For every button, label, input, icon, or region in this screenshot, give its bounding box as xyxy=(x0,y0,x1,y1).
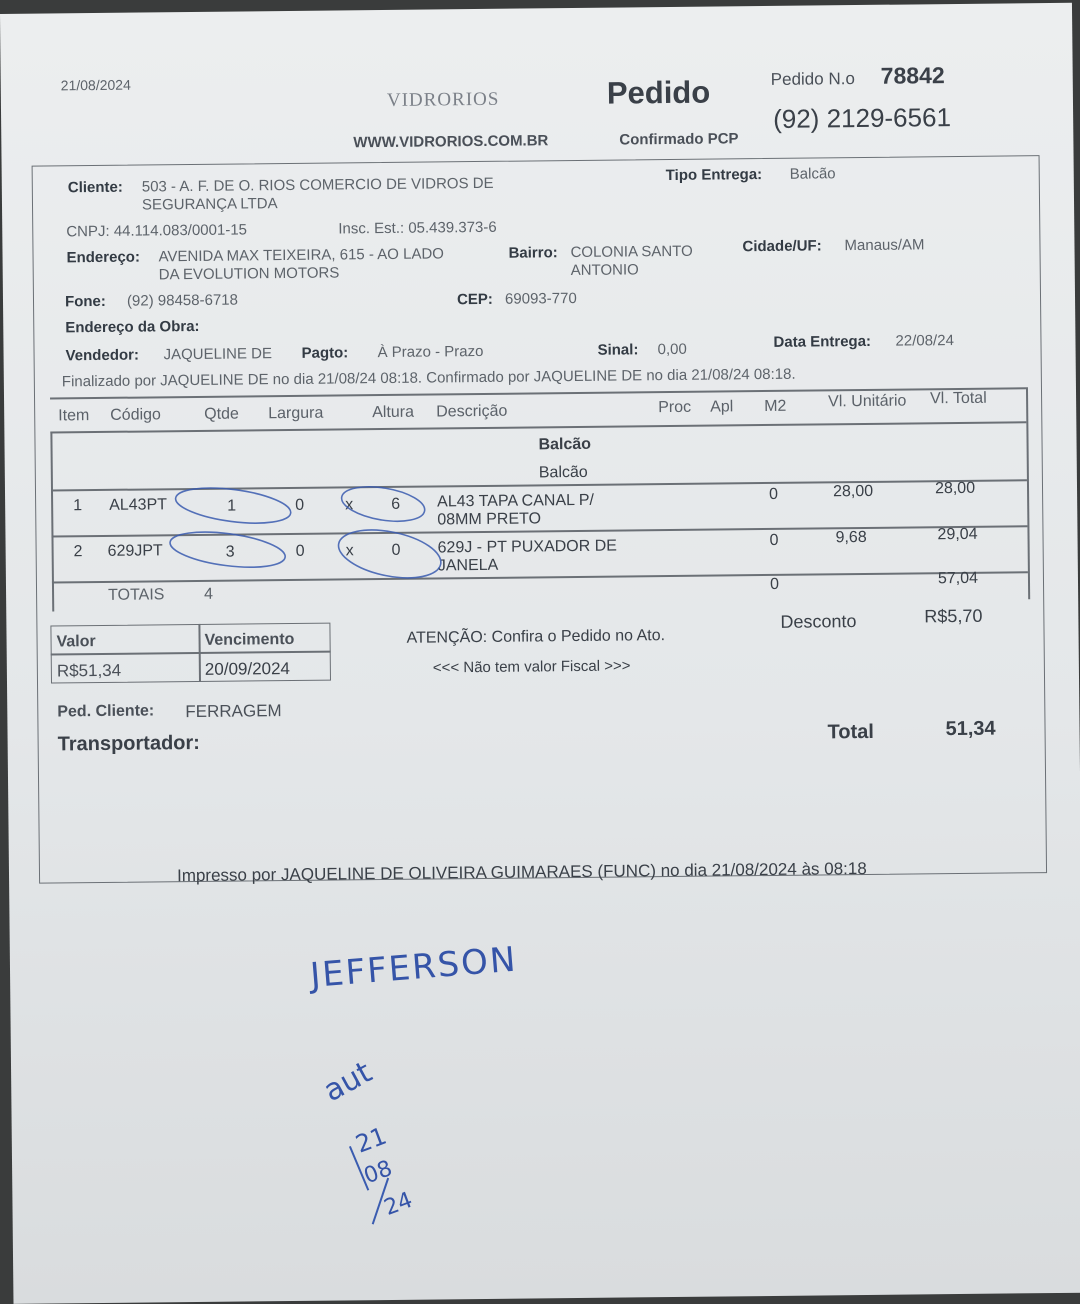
print-date: 21/08/2024 xyxy=(60,76,131,94)
col-altura: Altura xyxy=(372,403,415,422)
handwritten-year: 24 xyxy=(380,1187,416,1222)
data-entrega: 22/08/24 xyxy=(895,332,954,350)
fone-label: Fone: xyxy=(64,292,106,311)
totals-qtde: 4 xyxy=(203,585,214,603)
transportador-label: Transportador: xyxy=(57,731,201,756)
ped-cliente: FERRAGEM xyxy=(185,701,282,722)
vencimento-label: Vencimento xyxy=(204,630,295,649)
row1-altura: 6 xyxy=(391,495,401,513)
vencimento: 20/09/2024 xyxy=(204,659,291,679)
group-heading: Balcão xyxy=(538,435,592,454)
row1-qtde: 1 xyxy=(227,497,237,515)
col-codigo: Código xyxy=(110,406,161,424)
order-document xyxy=(0,3,1080,1304)
totals-label: TOTAIS xyxy=(108,586,165,604)
pagto-label: Pagto: xyxy=(301,344,349,362)
col-largura: Largura xyxy=(268,404,324,423)
tipo-entrega-label: Tipo Entrega: xyxy=(665,166,763,185)
col-descricao: Descrição xyxy=(436,402,508,421)
handwritten-name: JEFFERSON xyxy=(308,939,519,996)
handwritten-month: 08 xyxy=(360,1155,396,1190)
cep-label: CEP: xyxy=(456,290,493,309)
sinal-label: Sinal: xyxy=(597,341,639,359)
ped-cliente-label: Ped. Cliente: xyxy=(57,702,155,721)
bairro-label: Bairro: xyxy=(508,244,558,262)
vendedor-label: Vendedor: xyxy=(65,346,140,365)
cnpj: CNPJ: 44.114.083/0001-15 xyxy=(66,221,248,241)
row1-codigo: AL43PT xyxy=(109,496,168,514)
desconto-label: Desconto xyxy=(780,611,857,632)
row2-desc2: JANELA xyxy=(437,556,499,575)
tipo-entrega: Balcão xyxy=(789,165,836,183)
row1-x: x xyxy=(345,496,354,514)
total-value: 51,34 xyxy=(945,717,996,741)
row1-largura: 0 xyxy=(295,496,305,514)
row2-largura: 0 xyxy=(295,542,305,560)
order-number: 78842 xyxy=(880,62,945,89)
order-number-label: Pedido N.o xyxy=(770,69,855,89)
sinal: 0,00 xyxy=(657,340,687,359)
atencao-note: ATENÇÃO: Confira o Pedido no Ato. xyxy=(406,627,666,647)
row1-m2: 0 xyxy=(768,485,779,503)
row1-total: 28,00 xyxy=(934,479,976,498)
desconto: R$5,70 xyxy=(924,605,983,627)
cliente-line2: SEGURANÇA LTDA xyxy=(141,195,278,214)
col-qtde: Qtde xyxy=(204,405,239,423)
row2-m2: 0 xyxy=(769,531,779,549)
valor-label: Valor xyxy=(56,633,96,651)
row2-total: 29,04 xyxy=(937,525,978,544)
row1-desc2: 08MM PRETO xyxy=(437,510,542,529)
obra-label: Endereço da Obra: xyxy=(65,317,200,337)
endereco-label: Endereço: xyxy=(66,248,141,267)
col-proc: Proc xyxy=(658,398,692,417)
col-apl: Apl xyxy=(710,398,734,416)
row2-qtde: 3 xyxy=(225,543,235,561)
fiscal-note: <<< Não tem valor Fiscal >>> xyxy=(432,657,631,677)
cidade-label: Cidade/UF: xyxy=(742,237,822,256)
data-entrega-label: Data Entrega: xyxy=(773,332,872,351)
ink-date-slashes xyxy=(0,14,1,15)
endereco-line1: AVENIDA MAX TEIXEIRA, 615 - AO LADO xyxy=(158,245,445,266)
doc-title: Pedido xyxy=(606,74,711,111)
handwritten-word: aut xyxy=(317,1054,378,1110)
cidade: Manaus/AM xyxy=(844,236,925,255)
row1-item: 1 xyxy=(73,497,83,515)
col-item: Item xyxy=(58,407,90,425)
company-phone: (92) 2129-6561 xyxy=(772,102,952,134)
row1-desc1: AL43 TAPA CANAL P/ xyxy=(437,491,595,511)
cliente-line1: 503 - A. F. DE O. RIOS COMERCIO DE VIDROS DE xyxy=(141,174,494,196)
row2-altura: 0 xyxy=(391,541,401,559)
status-label: Confirmado PCP xyxy=(619,130,739,149)
impresso-line: Impresso por JAQUELINE DE OLIVEIRA GUIMARAES (FUNC) no dia 21/08/2024 às 08:18 xyxy=(176,858,867,886)
row2-x: x xyxy=(345,542,354,560)
row2-item: 2 xyxy=(73,543,83,561)
totals-m2: 0 xyxy=(769,575,780,593)
endereco-line2: DA EVOLUTION MOTORS xyxy=(158,264,340,284)
row2-desc1: 629J - PT PUXADOR DE xyxy=(437,537,618,557)
fone: (92) 98458-6718 xyxy=(126,291,239,310)
group-subheading: Balcão xyxy=(538,463,588,482)
col-m2: M2 xyxy=(764,397,787,416)
cliente-label: Cliente: xyxy=(67,178,123,197)
row2-codigo: 629JPT xyxy=(107,542,163,560)
col-vl-unitario: Vl. Unitário xyxy=(828,392,907,411)
company-logo: VIDRORIOS xyxy=(386,88,500,111)
col-vl-total: Vl. Total xyxy=(929,389,987,408)
bairro-line1: COLONIA SANTO xyxy=(570,242,693,262)
bairro-line2: ANTONIO xyxy=(570,261,639,280)
row1-unit: 28,00 xyxy=(832,482,874,501)
totals-value: 57,04 xyxy=(937,569,979,588)
finalizado-line: Finalizado por JAQUELINE DE no dia 21/08/24 08:18. Confirmado por JAQUELINE DE no dia 21/08/24 08:18. xyxy=(61,365,796,391)
insc-est: Insc. Est.: 05.439.373-6 xyxy=(338,218,497,238)
website: WWW.VIDRORIOS.COM.BR xyxy=(353,132,549,152)
valor: R$51,34 xyxy=(56,660,122,681)
vendedor: JAQUELINE DE xyxy=(163,345,273,364)
handwritten-day: 21 xyxy=(351,1121,391,1159)
total-label: Total xyxy=(827,720,874,744)
cep: 69093-770 xyxy=(504,289,577,308)
pagto: À Prazo - Prazo xyxy=(377,342,484,362)
row2-unit: 9,68 xyxy=(835,528,867,547)
